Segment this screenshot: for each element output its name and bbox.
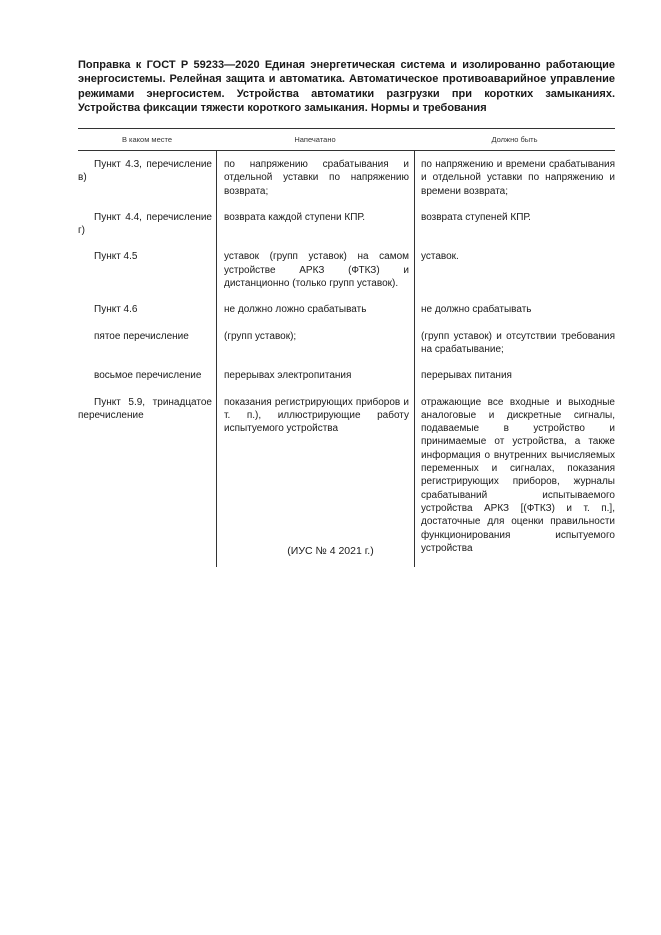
cell-should-be: по напряжению и времени срабатывания и отдельной уставки по напряжению и времени возврата; — [421, 159, 615, 197]
cell-printed: (групп уставок); — [224, 330, 297, 342]
cell-printed: возврата каждой ступени КПР. — [224, 211, 365, 223]
header-printed: Напечатано — [294, 135, 336, 144]
document-title: Поправка к ГОСТ Р 59233—2020 Единая энергетическая система и изолированно работающие энергосистемы. Релейная защита и автоматика. Автоматическое противоаварийное управление режимами энергосистем. Устройства автоматики разгрузки при коротких замыканиях. Устройства фиксации тяжести короткого замыкания. Нормы и требования — [78, 59, 615, 114]
cell-printed: не должно ложно срабатывать — [224, 304, 367, 316]
table-row — [78, 243, 615, 296]
cell-location: пятое перечисление — [94, 330, 189, 342]
cell-location: Пункт 4.4, перечисление г) — [78, 211, 212, 237]
header-should-be: Должно быть — [491, 135, 538, 144]
cell-should-be: возврата ступеней КПР. — [421, 211, 531, 223]
cell-printed: по напряжению срабатывания и отдельной уставки по напряжению возврата; — [224, 159, 409, 197]
table-body — [78, 151, 615, 561]
cell-should-be: (групп уставок) и отсутствии требования на срабатывание; — [421, 330, 615, 355]
header-location: В каком месте — [121, 135, 173, 144]
table-row — [78, 151, 615, 204]
publication-note: (ИУС № 4 2021 г.) — [287, 545, 374, 557]
table-row — [78, 323, 615, 363]
column-divider — [414, 151, 415, 567]
cell-location: Пункт 5.9, тринадцатое перечисление — [78, 396, 212, 421]
cell-should-be: не должно срабатывать — [421, 304, 532, 316]
table-row — [78, 204, 615, 244]
cell-location: восьмое перечисление — [94, 370, 202, 382]
cell-should-be: уставок. — [421, 251, 459, 263]
cell-location: Пункт 4.3, перечисление в) — [78, 159, 212, 184]
table-row — [78, 362, 615, 388]
cell-printed: показания регистрирующих приборов и т. п.), иллюстрирующие работу испытуемого устройства — [224, 396, 409, 435]
column-divider — [216, 151, 217, 567]
cell-printed: перерывах электропитания — [224, 370, 352, 382]
table-header — [78, 129, 615, 151]
cell-should-be: отражающие все входные и выходные аналоговые и дискретные сигналы, подаваемые в устройство и принимаемые от устройства, а также информация о внутренних вычисляемых переменных и сигналах, показания регистрирующих приборов, журналы срабатываний испытываемого устройства АРКЗ [(ФТКЗ) и т. п.], достаточные для оценки правильности функционирования испытуемого устройства — [421, 396, 615, 554]
cell-location: Пункт 4.5 — [94, 251, 138, 263]
corrections-table — [78, 128, 615, 561]
table-row — [78, 296, 615, 322]
cell-should-be: перерывах питания — [421, 370, 512, 382]
table-row — [78, 389, 615, 562]
cell-location: Пункт 4.6 — [94, 304, 138, 316]
cell-printed: уставок (групп уставок) на самом устройстве АРКЗ (ФТКЗ) и дистанционно (только групп уставок). — [224, 251, 409, 290]
